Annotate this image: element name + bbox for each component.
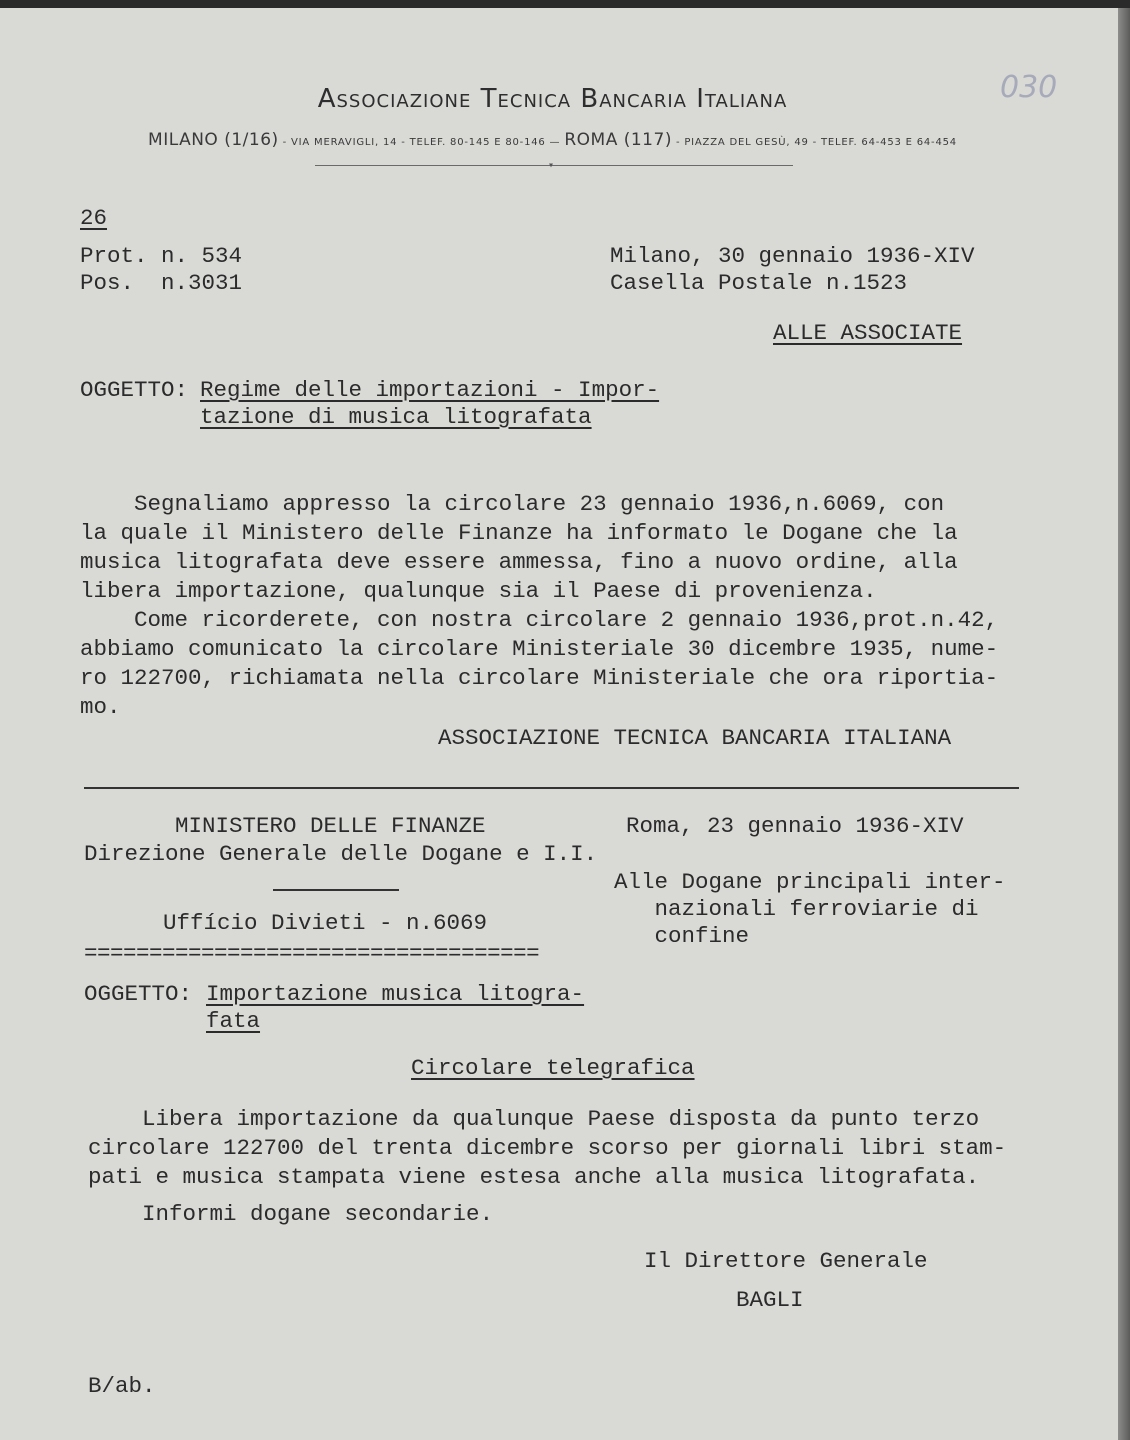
circular-text: Libera importazione da qualunque Paese disposta da punto terzo circolare 122700 del trenta dicembre scorso per giornali libri stam- pati e musica stampata viene estesa anche alla musica litografata. [88,1106,1007,1190]
place-date: Milano, 30 gennaio 1936-XIV [610,243,975,269]
typist-initials: B/ab. [88,1373,156,1399]
roma-address: - PIAZZA DEL GESÙ, 49 - TELEF. 64-453 E 64-454 [675,137,957,148]
body-paragraph-1: Segnaliamo appresso la circolare 23 gennaio 1936,n.6069, con la quale il Ministero delle Finanze ha informato le Dogane che la musica litografata deve essere ammessa, fino a nuovo ordine, alla libera importazione, qualunque sia il Paese di provenienza. [80,491,958,604]
milano-address: - VIA MERAVIGLI, 14 - TELEF. 80-145 E 80-146 — [282,137,561,148]
milano-label: MILANO (1/16) [148,130,279,150]
ministry-subject-label: OGGETTO: [84,981,193,1007]
position-number: Pos. n.3031 [80,270,243,296]
ministry-subject-line-1: Importazione musica litogra- [206,981,585,1007]
circular-closing: Informi dogane secondarie. [88,1201,494,1227]
circular-title: Circolare telegrafica [411,1055,695,1081]
subject-label: OGGETTO: [80,377,189,403]
roma-label: ROMA (117) [564,130,672,150]
association-signature: ASSOCIAZIONE TECNICA BANCARIA ITALIANA [438,725,952,751]
section-divider [84,787,1019,789]
po-box: Casella Postale n.1523 [610,270,908,296]
letterhead-ornament: ▾ [548,161,555,172]
ministry-addressee: Alle Dogane principali inter- nazionali ferroviarie di confine [614,869,1006,949]
ministry-short-rule [273,889,399,891]
ministry-separator: =================================== [84,940,540,966]
ministry-name: MINISTERO DELLE FINANZE [175,813,486,839]
recipient: ALLE ASSOCIATE [773,320,963,346]
page-edge-shadow [1118,8,1130,1440]
ministry-directorate: Direzione Generale delle Dogane e I.I. [84,841,598,867]
protocol-number: Prot. n. 534 [80,243,243,269]
archive-number: 030 [1000,70,1058,105]
signer-title: Il Direttore Generale [644,1248,928,1274]
ministry-office: Uffício Divieti - n.6069 [163,910,488,936]
document-number: 26 [80,205,108,231]
ministry-place-date: Roma, 23 gennaio 1936-XIV [626,813,964,839]
subject-line-1: Regime delle importazioni - Impor- [200,377,660,403]
letterhead-address [0,130,1105,150]
ministry-subject-line-2: fata [206,1008,261,1034]
letterhead-org-name: Associazione Tecnica Bancaria Italiana [317,84,788,114]
signer-name: BAGLI [736,1287,804,1313]
subject-line-2: tazione di musica litografata [200,404,592,430]
body-paragraph-2: Come ricorderete, con nostra circolare 2 gennaio 1936,prot.n.42, abbiamo comunicato la circolare Ministeriale 30 dicembre 1935, nume- ro 122700, richiamata nella circolare Ministeriale che ora riportia- mo. [80,607,999,720]
